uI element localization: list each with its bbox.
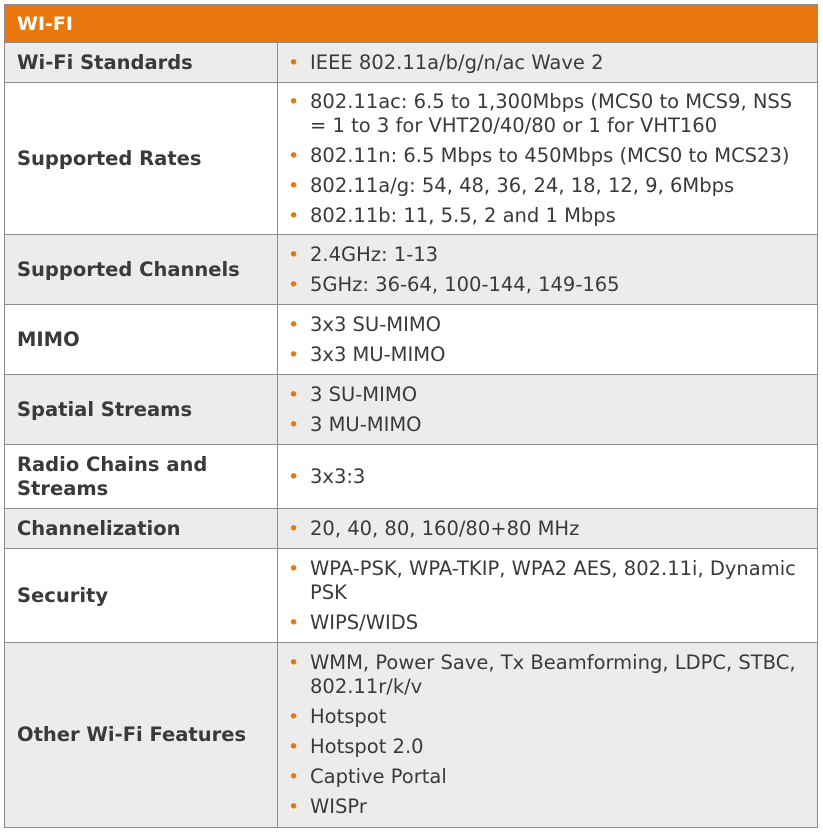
spec-value-item [288, 465, 805, 489]
spec-value-text: 3x3:3 [310, 464, 366, 488]
spec-value-text: Hotspot 2.0 [310, 735, 424, 758]
spec-row [5, 235, 817, 305]
spec-value-item [288, 51, 805, 75]
spec-row [5, 83, 817, 235]
spec-value-text: 3 SU-MIMO [310, 382, 418, 406]
bullet-icon: • [288, 90, 300, 113]
spec-label: MIMO [5, 305, 278, 374]
spec-value-item [288, 611, 805, 635]
spec-value-list [278, 235, 817, 304]
bullet-icon: • [288, 51, 300, 74]
spec-value-list [278, 643, 817, 827]
spec-value-list [278, 509, 817, 548]
spec-value-item [288, 795, 805, 819]
spec-value-list [278, 375, 817, 444]
spec-value-text: WISPr [310, 795, 367, 818]
table-title: WI-FI [5, 5, 817, 43]
spec-value-list [278, 305, 817, 374]
spec-value-text: 802.11n: 6.5 Mbps to 450Mbps (MCS0 to MCS23) [310, 143, 790, 167]
spec-value-item [288, 735, 805, 759]
spec-value-list [278, 83, 817, 234]
bullet-icon: • [288, 517, 300, 540]
spec-rows [5, 43, 817, 827]
bullet-icon: • [288, 796, 300, 818]
spec-value-item [288, 90, 805, 138]
spec-value-text: 3x3 SU-MIMO [310, 312, 441, 336]
spec-row [5, 643, 817, 827]
spec-value-list [278, 43, 817, 82]
bullet-icon: • [288, 611, 300, 634]
spec-table [4, 4, 818, 828]
spec-value-item [288, 243, 805, 267]
spec-label: Other Wi-Fi Features [5, 643, 278, 827]
spec-value-text: 20, 40, 80, 160/80+80 MHz [310, 516, 580, 540]
spec-label: Supported Channels [5, 235, 278, 304]
spec-value-text: 5GHz: 36-64, 100-144, 149-165 [310, 272, 620, 296]
spec-value-text: 802.11a/g: 54, 48, 36, 24, 18, 12, 9, 6Mbps [310, 173, 735, 197]
spec-row [5, 549, 817, 643]
spec-label: Radio Chains and Streams [5, 445, 278, 508]
spec-value-text: 802.11b: 11, 5.5, 2 and 1 Mbps [310, 203, 616, 227]
spec-value-list [278, 445, 817, 508]
bullet-icon: • [288, 557, 300, 580]
spec-label: Wi-Fi Standards [5, 43, 278, 82]
spec-value-item [288, 174, 805, 198]
spec-value-text: IEEE 802.11a/b/g/n/ac Wave 2 [310, 50, 604, 74]
spec-row [5, 509, 817, 549]
spec-label: Channelization [5, 509, 278, 548]
spec-value-list [278, 549, 817, 642]
bullet-icon: • [288, 413, 300, 436]
bullet-icon: • [288, 652, 300, 674]
spec-value-item [288, 765, 805, 789]
bullet-icon: • [288, 343, 300, 366]
bullet-icon: • [288, 174, 300, 197]
spec-value-item [288, 517, 805, 541]
spec-value-item [288, 343, 805, 367]
spec-label: Security [5, 549, 278, 642]
spec-value-item [288, 705, 805, 729]
spec-value-text: 2.4GHz: 1-13 [310, 242, 439, 266]
spec-value-item [288, 651, 805, 699]
spec-value-text: Captive Portal [310, 765, 447, 788]
bullet-icon: • [288, 204, 300, 227]
spec-value-text: 3x3 MU-MIMO [310, 342, 446, 366]
spec-row [5, 43, 817, 83]
spec-value-text: WMM, Power Save, Tx Beamforming, LDPC, STBC, 802.11r/k/v [310, 651, 796, 698]
spec-value-text: WPA-PSK, WPA-TKIP, WPA2 AES, 802.11i, Dynamic PSK [310, 556, 796, 604]
spec-value-item [288, 273, 805, 297]
bullet-icon: • [288, 243, 300, 266]
spec-row [5, 305, 817, 375]
spec-value-text: 802.11ac: 6.5 to 1,300Mbps (MCS0 to MCS9, NSS = 1 to 3 for VHT20/40/80 or 1 for VHT160 [310, 89, 793, 137]
spec-value-item [288, 144, 805, 168]
bullet-icon: • [288, 706, 300, 728]
spec-label: Spatial Streams [5, 375, 278, 444]
spec-value-item [288, 313, 805, 337]
spec-label: Supported Rates [5, 83, 278, 234]
bullet-icon: • [288, 144, 300, 167]
spec-value-text: Hotspot [310, 705, 387, 728]
spec-value-item [288, 413, 805, 437]
spec-row [5, 445, 817, 509]
bullet-icon: • [288, 273, 300, 296]
spec-value-item [288, 204, 805, 228]
spec-value-item [288, 383, 805, 407]
spec-value-text: 3 MU-MIMO [310, 412, 422, 436]
bullet-icon: • [288, 736, 300, 758]
bullet-icon: • [288, 313, 300, 336]
bullet-icon: • [288, 465, 300, 488]
spec-value-text: WIPS/WIDS [310, 610, 419, 634]
spec-row [5, 375, 817, 445]
bullet-icon: • [288, 766, 300, 788]
bullet-icon: • [288, 383, 300, 406]
spec-value-item [288, 557, 805, 605]
